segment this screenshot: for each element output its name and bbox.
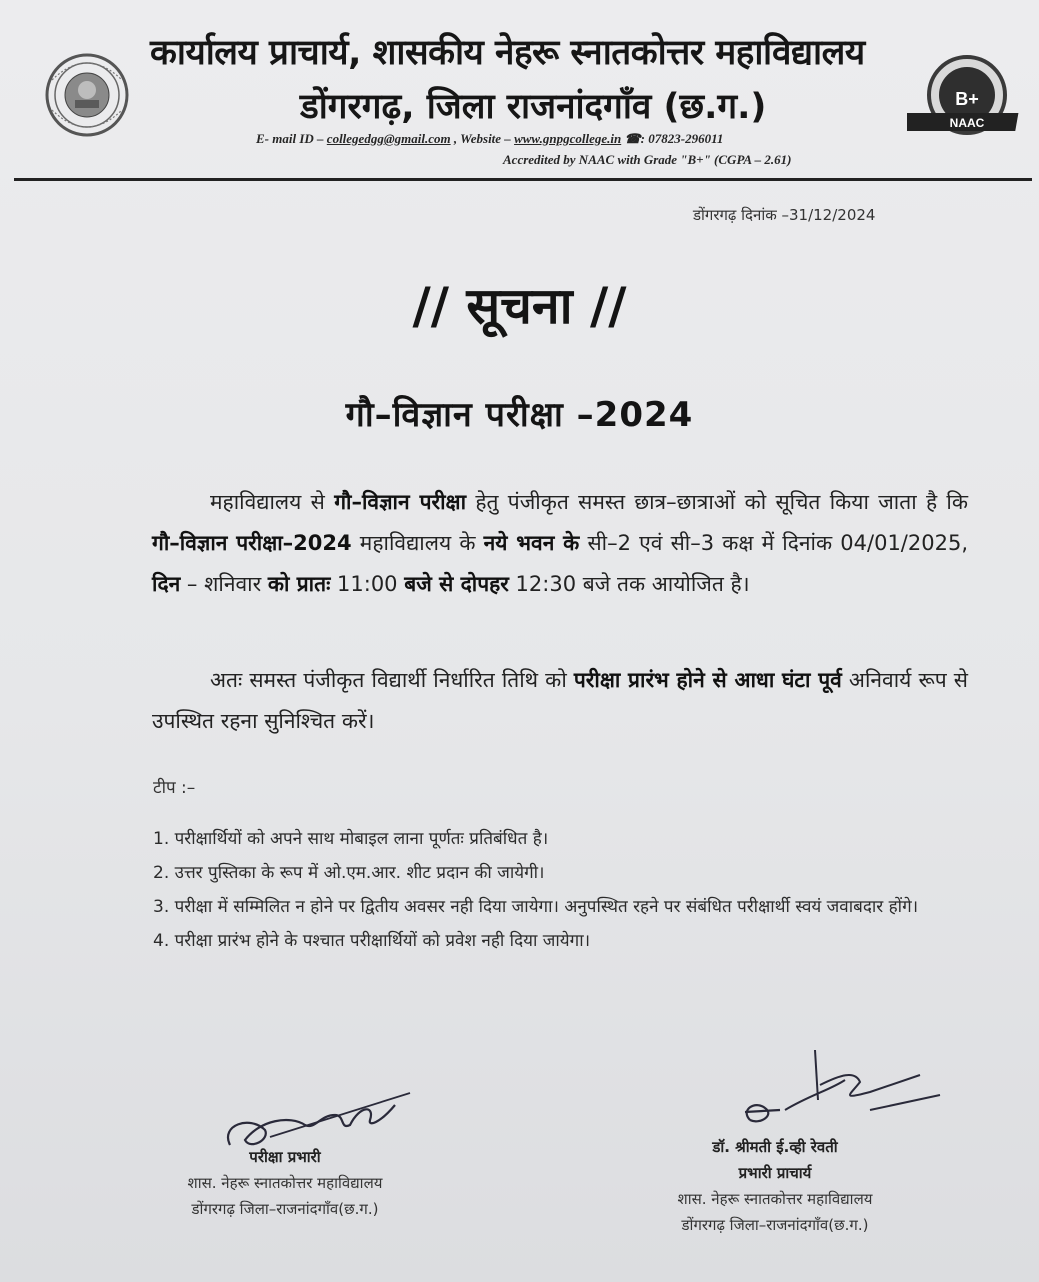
phone-number: 07823-296011 <box>648 131 724 146</box>
notice-title: // सूचना // <box>412 277 627 335</box>
office-heading: कार्यालय प्राचार्य, शासकीय नेहरू स्नातकोत्तर महाविद्यालय <box>150 33 865 73</box>
phone-icon: ☎: <box>621 131 649 146</box>
email-label: E- mail ID – <box>256 131 327 146</box>
signature-block-right <box>595 1134 955 1238</box>
para1-bold: बजे से दोपहर <box>404 572 509 596</box>
signatory-role: परीक्षा प्रभारी <box>249 1148 321 1166</box>
note-item: 4. परीक्षा प्रारंभ होने के पश्चात परीक्षार्थियों को प्रवेश नही दिया जायेगा। <box>153 931 591 951</box>
contact-line <box>256 131 723 147</box>
note-item: 2. उत्तर पुस्तिका के रूप में ओ.एम.आर. शीट प्रदान की जायेगी। <box>153 863 545 883</box>
para1-text: – शनिवार <box>180 572 268 596</box>
signatory-org: शास. नेहरू स्नातकोत्तर महाविद्यालय <box>677 1190 873 1208</box>
note-item: 3. परीक्षा में सम्मिलित न होने पर द्वितीय अवसर नही दिया जायेगा। अनुपस्थित रहने पर संबंधित परीक्षार्थी स्वयं जवाबदार होंगे। <box>153 897 919 917</box>
para1-text: 11:00 <box>330 572 405 596</box>
college-seal-logo <box>42 50 132 140</box>
signatory-role: प्रभारी प्राचार्य <box>738 1164 812 1182</box>
para1-bold: को प्रातः <box>267 572 331 596</box>
office-address: डोंगरगढ़, जिला राजनांदगाँव (छ.ग.) <box>300 87 767 127</box>
para2-text: अनिवार्य रूप से उपस्थित रहना सुनिश्चित करें। <box>152 668 968 733</box>
para1-text: महाविद्यालय से <box>210 490 335 514</box>
para1-text: हेतु पंजीकृत समस्त छात्र–छात्राओं को सूचित किया जाता है कि <box>466 490 968 514</box>
notice-paragraph-1 <box>152 482 968 605</box>
website-label: , Website – <box>450 131 515 146</box>
website-link[interactable]: www.gnpgcollege.in <box>514 131 622 146</box>
para1-bold: दिन <box>152 572 181 596</box>
signatory-org: शास. नेहरू स्नातकोत्तर महाविद्यालय <box>187 1174 383 1192</box>
accreditation-line: Accredited by NAAC with Grade "B+" (CGPA – 2.61) <box>503 152 792 167</box>
note-item: 1. परीक्षार्थियों को अपने साथ मोबाइल लाना पूर्णतः प्रतिबंधित है। <box>153 829 549 849</box>
para1-bold: नये भवन के <box>483 531 580 555</box>
signatory-place: डोंगरगढ़ जिला–राजनांदगाँव(छ.ग.) <box>681 1216 869 1234</box>
email-link[interactable]: collegedgg@gmail.com <box>326 131 451 146</box>
signatory-name: डॉ. श्रीमती ई.व्ही रेवती <box>712 1138 838 1156</box>
notice-paragraph-2 <box>152 660 968 742</box>
signature-block-left <box>100 1144 470 1222</box>
para2-bold: परीक्षा प्रारंभ होने से आधा घंटा पूर्व <box>573 668 842 692</box>
principal-signature <box>720 1040 960 1135</box>
naac-badge-logo <box>907 53 1029 143</box>
para1-bold: गौ–विज्ञान परीक्षा <box>334 490 467 514</box>
para1-bold: गौ–विज्ञान परीक्षा–2024 <box>152 531 352 555</box>
notice-subtitle: गौ–विज्ञान परीक्षा –2024 <box>345 395 694 435</box>
header-divider <box>14 178 1032 181</box>
para2-text: अतः समस्त पंजीकृत विद्यार्थी निर्धारित तिथि को <box>210 668 574 692</box>
naac-grade: B+ <box>955 89 979 109</box>
notes-list <box>153 822 963 958</box>
para1-text: सी–2 एवं सी–3 कक्ष में दिनांक 04/01/2025, <box>579 531 968 555</box>
naac-label: NAAC <box>949 116 985 130</box>
notes-heading: टीप :– <box>153 778 196 798</box>
para1-text: 12:30 बजे तक आयोजित है। <box>508 572 750 596</box>
para1-text: महाविद्यालय के <box>351 531 484 555</box>
notice-date: डोंगरगढ़ दिनांक –31/12/2024 <box>693 206 876 224</box>
signatory-place: डोंगरगढ़ जिला–राजनांदगाँव(छ.ग.) <box>191 1200 379 1218</box>
